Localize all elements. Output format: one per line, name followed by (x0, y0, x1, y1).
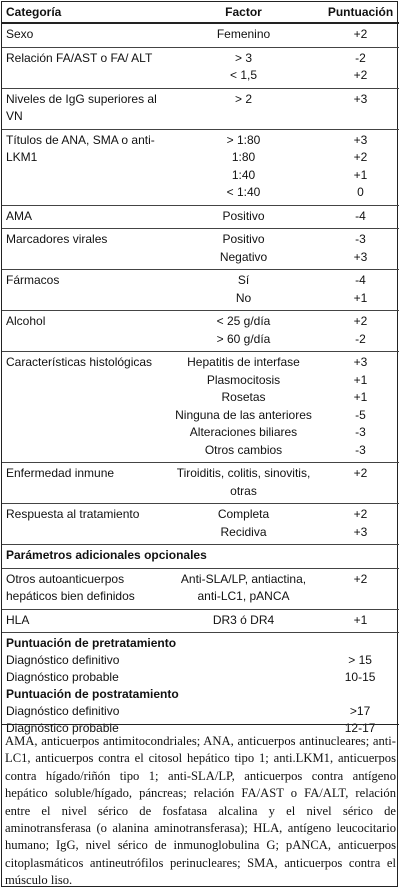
score-value: +1 (353, 612, 368, 627)
category-cell: Otros autoanticuerpos hepáticos bien definidos (2, 568, 165, 609)
pretreatment-probable-label: Diagnóstico probable (6, 670, 119, 684)
score-value: +1 (353, 290, 368, 305)
table-row (2, 47, 399, 88)
factor-value: Rosetas (221, 390, 266, 404)
score-cell (322, 568, 399, 609)
factor-cell (165, 47, 322, 88)
table-row (2, 352, 399, 463)
score-cell (322, 352, 399, 463)
factor-value: Femenino (216, 27, 271, 41)
factor-value: Anti-SLA/LP, antiactina, anti-LC1, pANCA (180, 571, 307, 603)
score-value: +3 (353, 91, 368, 106)
optional-section (2, 545, 399, 569)
factor-cell (165, 609, 322, 633)
optional-rows (2, 568, 399, 633)
factor-cell (165, 504, 322, 545)
category-cell: Respuesta al tratamiento (2, 504, 165, 545)
score-value: -3 (355, 442, 366, 457)
factor-cell (165, 463, 322, 504)
factor-value: Completa (217, 507, 270, 521)
score-cell (322, 229, 399, 270)
score-value: 0 (357, 185, 364, 199)
factor-value: Ninguna de las anteriores (175, 407, 312, 422)
factor-value: < 1,5 (229, 68, 258, 82)
score-table-frame (1, 1, 398, 887)
table-row (2, 568, 399, 609)
score-value: -3 (355, 425, 366, 439)
table-row (2, 270, 399, 311)
factor-value: > 3 (234, 50, 252, 65)
posttreatment-probable-value: 12-17 (344, 721, 376, 735)
score-value: +3 (353, 132, 368, 147)
main-rows (2, 23, 399, 545)
posttreatment-definitive-value: >17 (349, 704, 371, 718)
posttreatment-definitive-row (6, 703, 395, 720)
score-value: +1 (353, 167, 368, 182)
factor-cell (165, 270, 322, 311)
posttreatment-title: Puntuación de postratamiento (6, 687, 179, 701)
header-factor: Factor (165, 2, 322, 23)
score-value: -4 (355, 208, 366, 223)
category-cell: Enfermedad inmune (2, 463, 165, 504)
table-header-row (2, 2, 399, 23)
factor-cell (165, 311, 322, 352)
factor-cell (165, 23, 322, 47)
category-cell: AMA (2, 205, 165, 229)
table-row (2, 311, 399, 352)
score-cell (322, 205, 399, 229)
score-value: +2 (353, 314, 368, 328)
factor-value: No (235, 290, 252, 305)
factor-value: 1:80 (231, 150, 256, 164)
score-table (2, 2, 399, 739)
factor-value: Recidiva (220, 524, 267, 539)
score-cell (322, 463, 399, 504)
category-cell: Títulos de ANA, SMA o anti-LKM1 (2, 129, 165, 205)
category-cell: HLA (2, 609, 165, 633)
factor-cell (165, 88, 322, 129)
score-value: +2 (353, 571, 368, 586)
factor-value: Hepatitis de interfase (187, 355, 300, 369)
footnote: AMA, anticuerpos antimitocondriales; ANA, anticuerpos antinucleares; anti-LC1, anticuerpos contra el citosol hepático tipo 1; anti.LKM1, anticuerpos contra hígado/riñón tipo 1; anti-SLA/LP, anticuerpos contra antígeno hepático soluble/hígado, páncreas; relación FA/AST o FA/ALT, relación entre el nivel sérico de fosfatasa alcalina y el nivel sérico de aminotransferasa (o alanina aminotransferasa); HLA, antígeno leucocitario humano; IgG, nivel sérico de inmunoglobulina G; pANCA, anticuerpos citoplasmáticos antineutrófilos perinucleares; SMA, anticuerpos contra el músculo liso. (2, 724, 399, 890)
category-cell: Niveles de IgG superiores al VN (2, 88, 165, 129)
pretreatment-probable-row (6, 669, 395, 686)
factor-value: 1:40 (231, 167, 256, 182)
score-cell (322, 88, 399, 129)
category-cell: Relación FA/AST o FA/ ALT (2, 47, 165, 88)
score-value: +2 (353, 68, 368, 82)
factor-value: Sí (237, 273, 250, 287)
table-row (2, 129, 399, 205)
table-row (2, 504, 399, 545)
score-value: -2 (355, 331, 366, 346)
category-cell: Características histológicas (2, 352, 165, 463)
table-row (2, 88, 399, 129)
factor-cell (165, 129, 322, 205)
category-cell: Sexo (2, 23, 165, 47)
category-cell: Alcohol (2, 311, 165, 352)
factor-value: Otros cambios (204, 442, 283, 457)
factor-value: DR3 ó DR4 (212, 612, 275, 627)
factor-value: > 2 (234, 91, 252, 106)
factor-cell (165, 352, 322, 463)
score-value: +2 (353, 507, 368, 521)
header-category: Categoría (2, 2, 165, 23)
score-cell (322, 23, 399, 47)
factor-cell (165, 229, 322, 270)
score-value: +1 (353, 390, 368, 404)
table-row (2, 609, 399, 633)
factor-value: Tiroiditis, colitis, sinovitis, otras (176, 466, 311, 498)
pretreatment-definitive-row (6, 652, 395, 669)
factor-value: Plasmocitosis (206, 372, 281, 387)
posttreatment-probable-label: Diagnóstico probable (6, 721, 119, 735)
score-value: +2 (353, 27, 368, 41)
pretreatment-title: Puntuación de pretratamiento (6, 636, 177, 650)
score-cell (322, 504, 399, 545)
category-cell: Marcadores virales (2, 229, 165, 270)
category-cell: Fármacos (2, 270, 165, 311)
table-row (2, 463, 399, 504)
factor-value: Negativo (219, 249, 268, 264)
table-row (2, 205, 399, 229)
pretreatment-definitive-label: Diagnóstico definitivo (6, 653, 120, 667)
score-value: -2 (355, 50, 366, 65)
score-cell (322, 47, 399, 88)
factor-value: < 25 g/día (216, 314, 271, 328)
optional-section-title: Parámetros adicionales opcionales (2, 545, 399, 569)
factor-cell (165, 205, 322, 229)
factor-value: > 60 g/día (216, 331, 271, 346)
pretreatment-probable-value: 10-15 (344, 670, 376, 684)
factor-cell (165, 568, 322, 609)
score-value: +2 (353, 466, 368, 480)
score-cell (322, 129, 399, 205)
score-value: -3 (355, 232, 366, 246)
score-value: +3 (353, 355, 368, 369)
factor-value: Positivo (222, 232, 265, 246)
factor-value: < 1:40 (226, 185, 261, 199)
table-row (2, 229, 399, 270)
score-cell (322, 270, 399, 311)
optional-section-row (2, 545, 399, 569)
score-value: +3 (353, 249, 368, 264)
score-cell (322, 609, 399, 633)
score-value: -5 (355, 407, 366, 422)
score-cell (322, 311, 399, 352)
pretreatment-definitive-value: > 15 (348, 653, 372, 667)
score-value: +2 (353, 150, 368, 164)
factor-value: Positivo (222, 208, 265, 223)
factor-value: Alteraciones biliares (189, 425, 298, 439)
table-row (2, 23, 399, 47)
score-value: -4 (355, 273, 366, 287)
score-value: +3 (353, 524, 368, 539)
header-score: Puntuación (322, 2, 399, 23)
score-value: +1 (353, 372, 368, 387)
factor-value: > 1:80 (226, 132, 261, 147)
posttreatment-definitive-label: Diagnóstico definitivo (6, 704, 120, 718)
